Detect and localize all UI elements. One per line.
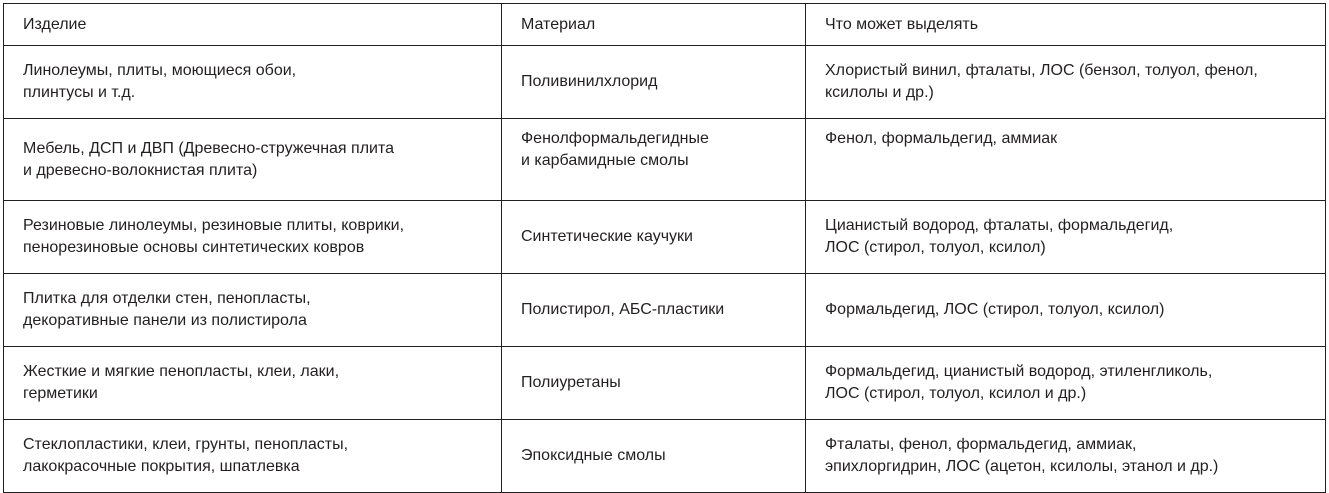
- cell-text: декоративные панели из полистирола: [23, 312, 307, 329]
- cell-emits: [806, 201, 1326, 274]
- cell-text: Мебель, ДСП и ДВП (Древесно-стружечная плита: [23, 139, 395, 157]
- cell-text: Резиновые линолеумы, резиновые плиты, коврики,: [23, 217, 405, 234]
- table-header-row: [4, 4, 1326, 46]
- cell-text: Эпоксидные смолы: [521, 447, 666, 464]
- cell-text: Формальдегид, цианистый водород, этиленгликоль,: [825, 363, 1213, 380]
- cell-text: Линолеумы, плиты, моющиеся обои,: [23, 62, 297, 79]
- cell-text: Синтетические каучуки: [521, 228, 693, 245]
- cell-text: Поливинилхлорид: [521, 73, 658, 90]
- cell-product: [4, 274, 502, 347]
- cell-material: [502, 347, 806, 420]
- cell-material: [502, 119, 806, 201]
- cell-text: ЛОС (стирол, толуол, ксилол): [825, 239, 1046, 256]
- cell-text: Фенол, формальдегид, аммиак: [825, 130, 1058, 147]
- cell-product: [4, 347, 502, 420]
- cell-text: ЛОС (стирол, толуол, ксилол и др.): [825, 385, 1087, 402]
- cell-product: [4, 119, 502, 201]
- cell-text: Цианистый водород, фталаты, формальдегид,: [825, 217, 1174, 234]
- header-product: Изделие: [4, 4, 502, 46]
- cell-text: Стеклопластики, клеи, грунты, пенопласты,: [23, 436, 349, 453]
- cell-text: Фталаты, фенол, формальдегид, аммиак,: [825, 436, 1137, 453]
- cell-emits: [806, 420, 1326, 493]
- cell-emits: [806, 46, 1326, 119]
- cell-emits: [806, 347, 1326, 420]
- table-row: [4, 274, 1326, 347]
- cell-text: ксилолы и др.): [825, 84, 934, 101]
- cell-text: и древесно-волокнистая плита): [23, 161, 258, 179]
- cell-product: [4, 46, 502, 119]
- cell-text: Жесткие и мягкие пенопласты, клеи, лаки,: [23, 363, 340, 380]
- cell-text: пенорезиновые основы синтетических ковров: [23, 239, 365, 256]
- cell-emits: [806, 119, 1326, 201]
- cell-text: Полистирол, АБС-пластики: [521, 301, 725, 318]
- cell-text: Полиуретаны: [521, 374, 621, 391]
- cell-product: [4, 420, 502, 493]
- table-row: [4, 347, 1326, 420]
- table-row: [4, 119, 1326, 201]
- cell-text: эпихлоргидрин, ЛОС (ацетон, ксилолы, этанол и др.): [825, 458, 1219, 475]
- header-material: Материал: [502, 4, 806, 46]
- cell-emits: [806, 274, 1326, 347]
- cell-text: герметики: [23, 385, 98, 402]
- table-row: [4, 46, 1326, 119]
- cell-product: [4, 201, 502, 274]
- cell-text: Формальдегид, ЛОС (стирол, толуол, ксилол): [825, 301, 1165, 318]
- cell-material: [502, 274, 806, 347]
- cell-material: [502, 420, 806, 493]
- cell-text: Хлористый винил, фталаты, ЛОС (бензол, толуол, фенол,: [825, 62, 1258, 79]
- table-row: [4, 420, 1326, 493]
- cell-text: и карбамидные смолы: [521, 152, 689, 169]
- header-emits: Что может выделять: [806, 4, 1326, 46]
- materials-emissions-table: [3, 3, 1326, 493]
- cell-material: [502, 46, 806, 119]
- table-row: [4, 201, 1326, 274]
- cell-text: лакокрасочные покрытия, шпатлевка: [23, 458, 300, 475]
- cell-material: [502, 201, 806, 274]
- cell-text: плинтусы и т.д.: [23, 84, 136, 101]
- cell-text: Плитка для отделки стен, пенопласты,: [23, 290, 311, 307]
- cell-text: Фенолформальдегидные: [521, 130, 709, 147]
